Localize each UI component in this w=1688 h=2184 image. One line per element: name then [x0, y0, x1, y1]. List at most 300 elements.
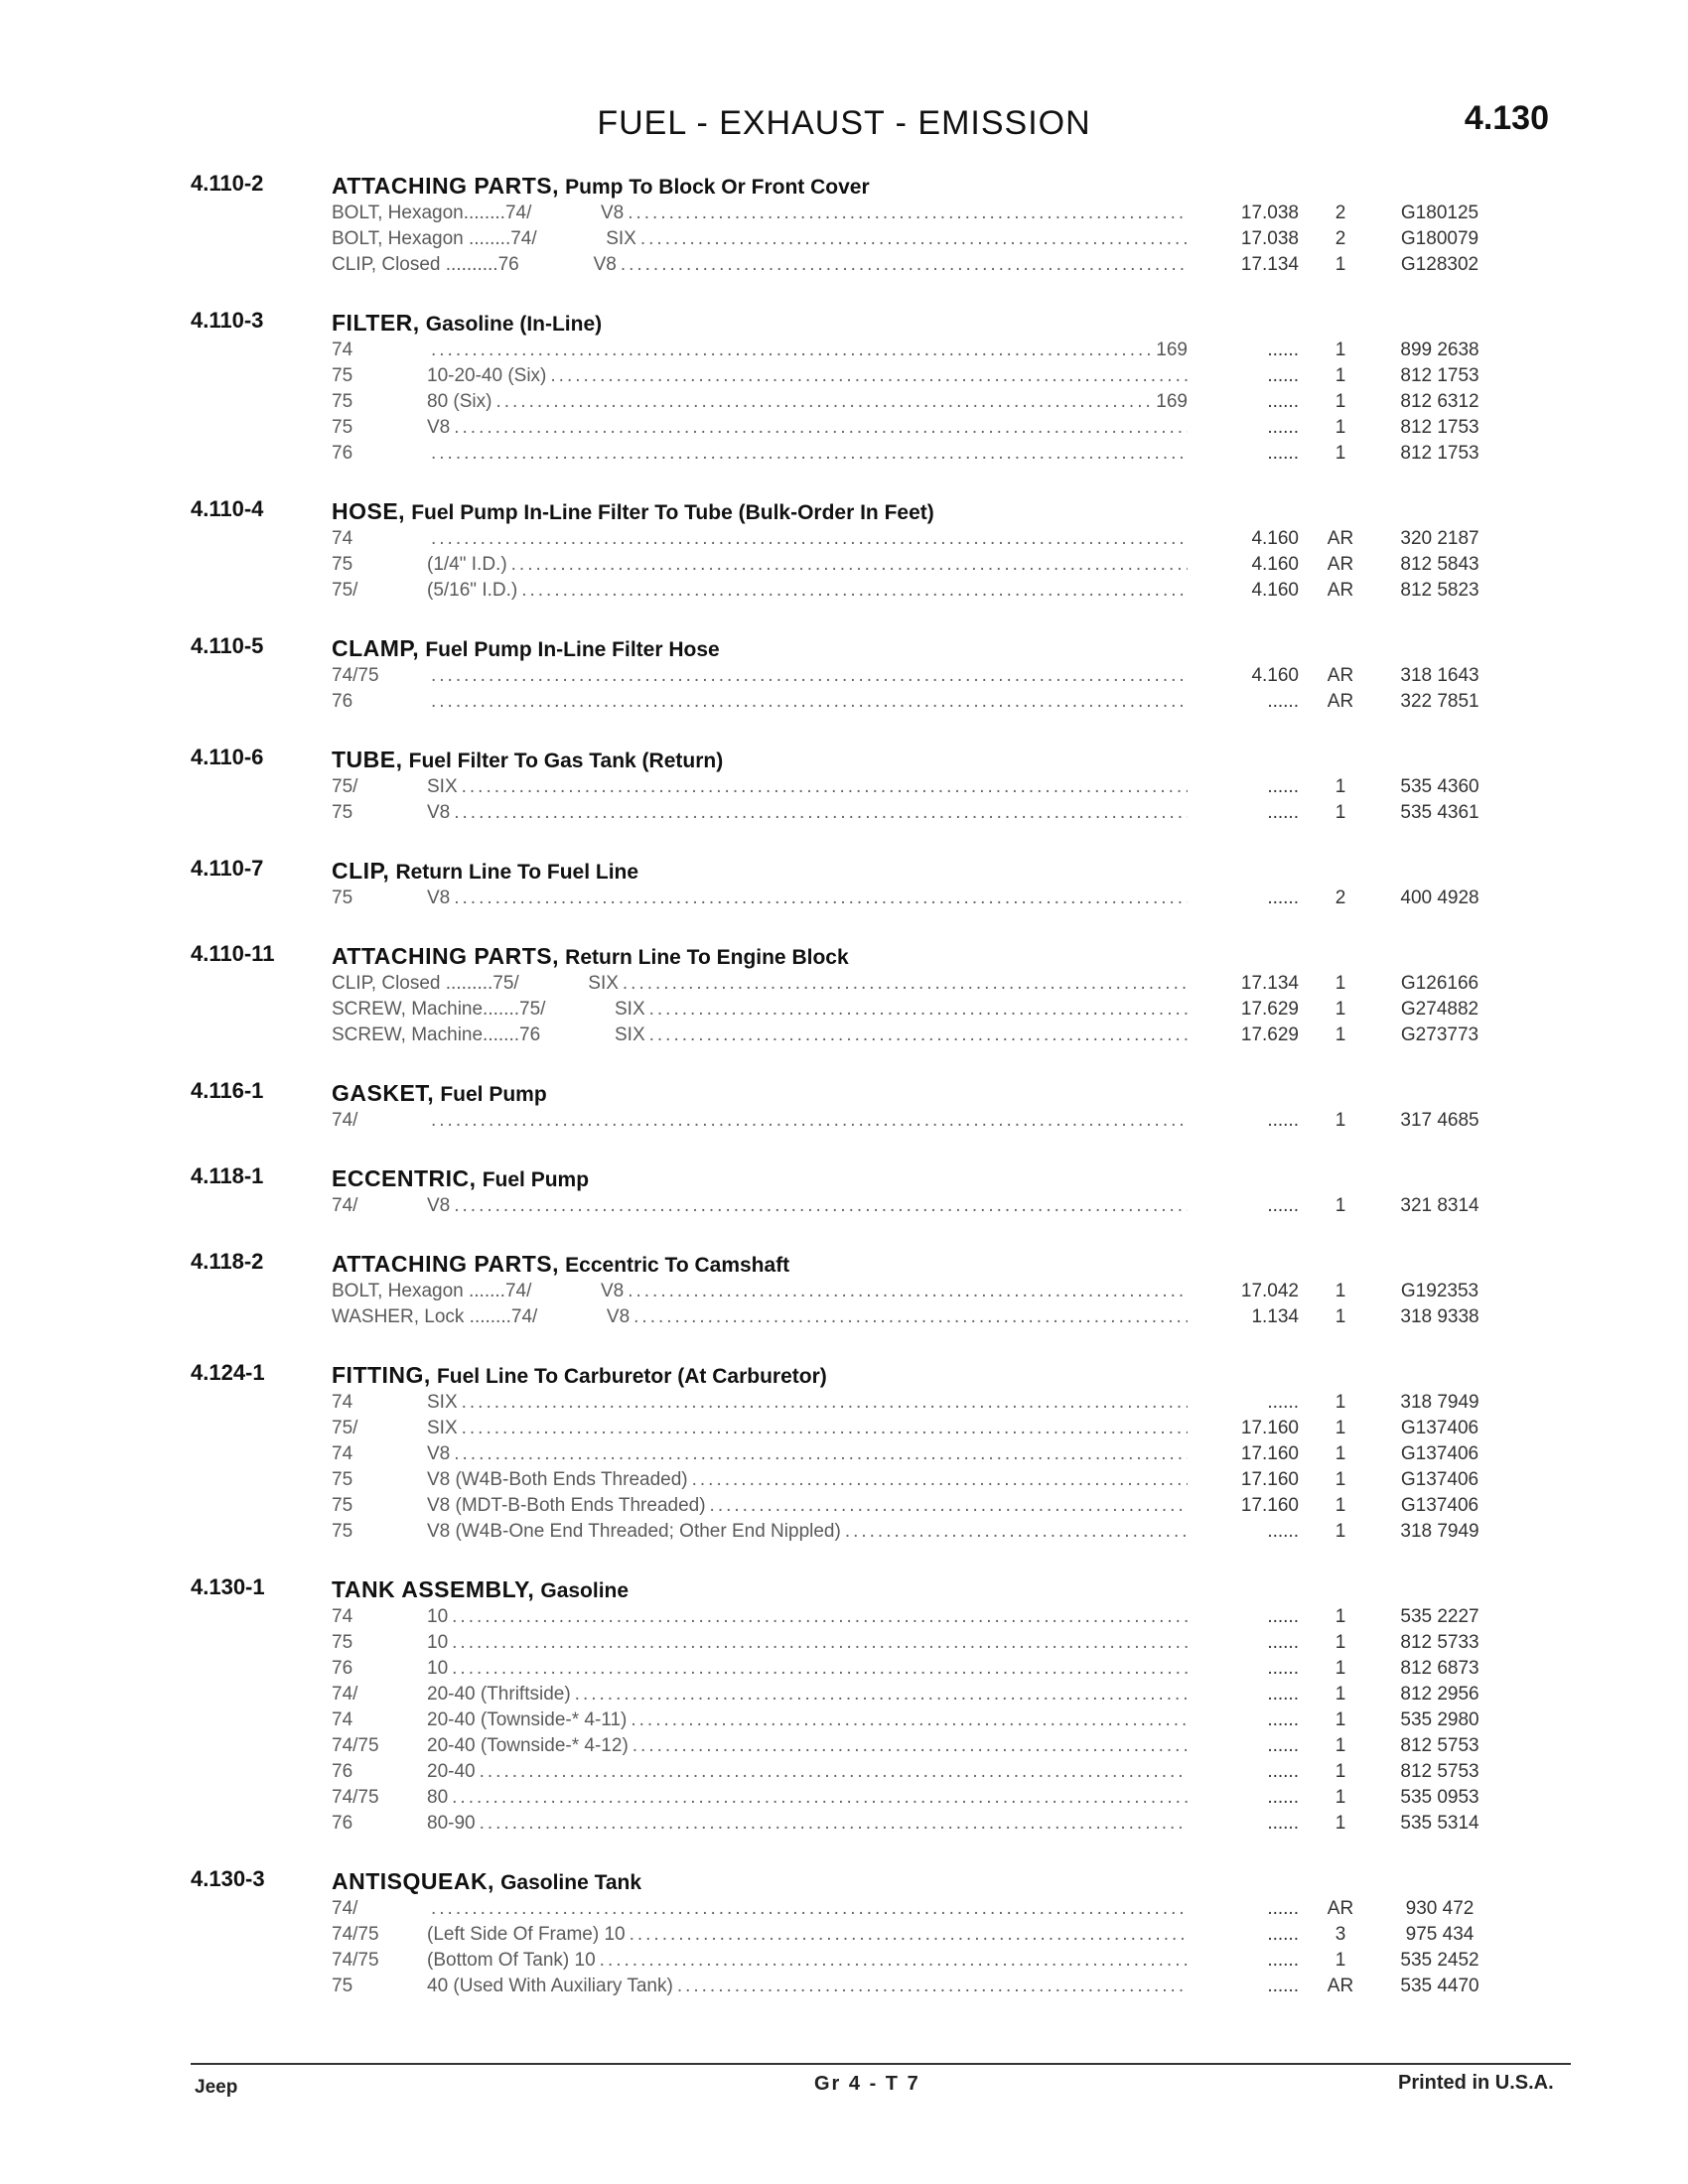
part-row [0, 800, 1688, 826]
reference-number: ...... [1267, 1632, 1299, 1653]
row-description [332, 802, 1188, 824]
part-row [0, 1467, 1688, 1493]
row-description [332, 228, 1188, 250]
row-col1: 76 [332, 1813, 353, 1834]
reference-number: 17.160 [1240, 1469, 1299, 1490]
part-row [0, 1416, 1688, 1441]
row-col2: (5/16" I.D.) [427, 580, 518, 601]
row-label [332, 1495, 706, 1517]
part-row [0, 578, 1688, 604]
row-col1: 74 [332, 1606, 353, 1627]
row-col2: V8 [427, 1443, 451, 1464]
row-label [332, 1110, 427, 1132]
row-description [332, 1976, 1188, 1997]
reference-number: ...... [1267, 1110, 1299, 1131]
row-label [332, 999, 645, 1021]
part-row [0, 1733, 1688, 1759]
parts-list [0, 171, 1688, 2029]
dot-leader [623, 973, 1188, 995]
part-number: G180079 [1400, 228, 1479, 249]
row-col1: 75 [332, 391, 353, 412]
part-row [0, 1390, 1688, 1416]
row-col2: (Left Side Of Frame) 10 [427, 1924, 626, 1945]
part-row [0, 1630, 1688, 1656]
row-col1: 74/ [332, 1195, 358, 1216]
row-col2: 20-40 (Townside-* 4-11) [427, 1709, 628, 1730]
row-col2: 10 [427, 1632, 449, 1653]
row-col1: BOLT, Hexagon........ [332, 203, 505, 223]
part-name: GASKET, [332, 1080, 435, 1106]
row-label [332, 1709, 627, 1731]
reference-number: ...... [1267, 691, 1299, 712]
row-description [332, 1950, 1188, 1972]
row-description [332, 691, 1188, 713]
row-col1: 75 [332, 554, 353, 575]
dot-leader [462, 776, 1188, 798]
dot-leader [431, 1898, 1188, 1920]
row-description [332, 391, 1188, 413]
parts-section [0, 496, 1688, 604]
row-description [332, 1392, 1188, 1414]
row-description [332, 1924, 1188, 1946]
row-label [332, 665, 427, 687]
reference-number: 17.629 [1240, 999, 1299, 1020]
row-description [332, 1658, 1188, 1680]
row-col1: 75 [332, 1976, 353, 1996]
reference-number: 17.042 [1240, 1281, 1299, 1301]
part-number: 812 1753 [1400, 365, 1479, 386]
part-number: 318 1643 [1400, 665, 1479, 686]
part-row [0, 389, 1688, 415]
reference-number: 17.038 [1240, 228, 1299, 249]
row-col1: 74/75 [332, 665, 379, 686]
row-col1: 74 [332, 1392, 353, 1413]
row-col1: 74/75 [332, 1924, 379, 1945]
row-label [332, 1469, 688, 1491]
quantity: 2 [1335, 228, 1346, 249]
dot-leader [649, 1024, 1188, 1046]
part-row [0, 1493, 1688, 1519]
quantity: 1 [1335, 802, 1346, 823]
row-col2: 20-40 [427, 1761, 476, 1782]
reference-number: ...... [1267, 1813, 1299, 1834]
dot-leader [633, 1306, 1188, 1328]
part-number: 812 1753 [1400, 443, 1479, 464]
quantity: 1 [1335, 1761, 1346, 1782]
part-description: Return Line To Fuel Line [395, 861, 639, 884]
row-col1: BOLT, Hexagon ........ [332, 228, 511, 249]
row-col1: 76 [332, 443, 353, 464]
row-col1: BOLT, Hexagon ....... [332, 1281, 505, 1301]
section-heading [332, 1163, 1688, 1193]
quantity: AR [1327, 580, 1354, 601]
section-number: 4.118-1 [191, 1163, 264, 1188]
row-col2: 10 [427, 1606, 449, 1627]
quantity: 1 [1335, 391, 1346, 412]
row-label [332, 1761, 476, 1783]
row-col2: V8 [427, 1195, 451, 1216]
quantity: 1 [1335, 443, 1346, 464]
row-description [332, 528, 1188, 550]
quantity: AR [1327, 528, 1354, 549]
part-row [0, 1707, 1688, 1733]
part-row [0, 1896, 1688, 1922]
section-number: 4.110-3 [191, 308, 264, 333]
row-label [332, 340, 427, 361]
row-col1: 74 [332, 1443, 353, 1464]
quantity: 1 [1335, 1787, 1346, 1808]
section-heading [332, 1249, 1688, 1279]
row-label [332, 1813, 476, 1835]
dot-leader [550, 365, 1188, 387]
footer-group-code: Gr 4 - T 7 [814, 2073, 920, 2095]
row-col1: 76 [332, 1658, 353, 1679]
row-col2: 74/ [510, 1306, 538, 1327]
part-row [0, 971, 1688, 997]
part-number: 320 2187 [1400, 528, 1479, 549]
row-label [332, 1735, 629, 1757]
part-row [0, 1785, 1688, 1811]
row-label [332, 776, 458, 798]
part-number: 321 8314 [1400, 1195, 1479, 1216]
section-number: 4.110-4 [191, 496, 264, 521]
part-row [0, 441, 1688, 467]
reference-number: ...... [1267, 1735, 1299, 1756]
row-description [332, 443, 1188, 465]
row-label [332, 1024, 645, 1046]
reference-number: ...... [1267, 391, 1299, 412]
part-number: 812 5843 [1400, 554, 1479, 575]
row-label [332, 1195, 450, 1217]
page-number: 4.130 [1464, 99, 1549, 137]
row-label [332, 691, 427, 713]
row-description [332, 1684, 1188, 1706]
parts-section [0, 1866, 1688, 1999]
row-col2: 40 (Used With Auxiliary Tank) [427, 1976, 673, 1996]
row-col1: 75/ [332, 776, 358, 797]
quantity: 1 [1335, 1632, 1346, 1653]
part-number: 812 1753 [1400, 417, 1479, 438]
quantity: 1 [1335, 1195, 1346, 1216]
row-description [332, 973, 1188, 995]
reference-number: ...... [1267, 1684, 1299, 1705]
row-description [332, 665, 1188, 687]
quantity: 2 [1335, 203, 1346, 223]
row-label [332, 1898, 427, 1920]
footer-brand: Jeep [195, 2077, 238, 2098]
row-label [332, 802, 450, 824]
part-row [0, 1023, 1688, 1048]
row-col1: 75 [332, 417, 353, 438]
section-number: 4.124-1 [191, 1360, 265, 1385]
part-row [0, 1604, 1688, 1630]
row-col2: 75/ [519, 999, 546, 1020]
reference-number: 4.160 [1251, 665, 1299, 686]
part-name: CLIP, [332, 858, 390, 884]
quantity: 1 [1335, 1950, 1346, 1971]
quantity: 1 [1335, 1110, 1346, 1131]
row-label [332, 1443, 450, 1465]
row-description [332, 1495, 1188, 1517]
reference-number: 4.160 [1251, 554, 1299, 575]
quantity: 2 [1335, 887, 1346, 908]
quantity: 1 [1335, 1495, 1346, 1516]
dot-leader [621, 254, 1188, 276]
part-name: HOSE, [332, 498, 406, 524]
dot-leader [600, 1950, 1188, 1972]
part-number: G192353 [1400, 1281, 1479, 1301]
row-col1: 74 [332, 1709, 353, 1730]
row-col1: 75 [332, 802, 353, 823]
row-label [332, 1632, 448, 1654]
part-row [0, 1948, 1688, 1974]
row-col2: SIX [427, 776, 458, 797]
reference-number: ...... [1267, 365, 1299, 386]
part-row [0, 774, 1688, 800]
reference-number: ...... [1267, 1392, 1299, 1413]
reference-number: 17.134 [1240, 254, 1299, 275]
row-col3: SIX [606, 228, 636, 249]
quantity: 1 [1335, 776, 1346, 797]
section-number: 4.110-5 [191, 633, 264, 658]
reference-number: ...... [1267, 443, 1299, 464]
row-label [332, 1658, 448, 1680]
row-label [332, 973, 619, 995]
part-number: 975 434 [1405, 1924, 1475, 1945]
dot-leader [431, 528, 1188, 550]
part-number: 812 6312 [1400, 391, 1479, 412]
quantity: 1 [1335, 1306, 1346, 1327]
reference-number: ...... [1267, 340, 1299, 360]
part-row [0, 526, 1688, 552]
row-col1: 74/75 [332, 1950, 379, 1971]
row-col1: 75 [332, 1632, 353, 1653]
row-description [332, 1281, 1188, 1302]
part-row [0, 1519, 1688, 1545]
row-label [332, 228, 636, 250]
part-row [0, 1304, 1688, 1330]
row-label [332, 1684, 571, 1706]
quantity: 1 [1335, 999, 1346, 1020]
part-number: 535 4361 [1400, 802, 1479, 823]
row-label [332, 391, 492, 413]
part-name: ATTACHING PARTS, [332, 1251, 560, 1277]
reference-number: 4.160 [1251, 528, 1299, 549]
part-number: 812 5753 [1400, 1735, 1479, 1756]
dot-leader [521, 580, 1188, 602]
parts-section [0, 1078, 1688, 1134]
row-col3: V8 [593, 254, 617, 275]
part-name: CLAMP, [332, 635, 420, 661]
dot-leader [480, 1761, 1188, 1783]
row-col2: 74/ [510, 228, 537, 249]
part-row [0, 1759, 1688, 1785]
row-description [332, 776, 1188, 798]
part-description: Fuel Pump [482, 1168, 590, 1191]
page-title: FUEL - EXHAUST - EMISSION [597, 104, 1091, 142]
part-description: Gasoline Tank [500, 1871, 642, 1894]
reference-number: ...... [1267, 1976, 1299, 1996]
part-number: G128302 [1400, 254, 1479, 275]
quantity: 1 [1335, 1735, 1346, 1756]
row-description [332, 1443, 1188, 1465]
dot-leader [640, 228, 1188, 250]
reference-number: 1.134 [1251, 1306, 1299, 1327]
row-col1: 74 [332, 528, 353, 549]
row-description [332, 1469, 1188, 1491]
row-col1: 75 [332, 887, 353, 908]
quantity: 1 [1335, 1813, 1346, 1834]
part-description: Eccentric To Camshaft [565, 1254, 790, 1277]
dot-leader [431, 1110, 1188, 1132]
part-number: 535 0953 [1400, 1787, 1479, 1808]
part-row [0, 689, 1688, 715]
row-col2: 76 [519, 1024, 541, 1045]
row-col3: V8 [600, 203, 625, 223]
row-col1: 74 [332, 340, 353, 360]
parts-section [0, 1163, 1688, 1219]
row-description [332, 999, 1188, 1021]
reference-number: ...... [1267, 1950, 1299, 1971]
row-col3: SIX [615, 999, 645, 1020]
reference-number: ...... [1267, 887, 1299, 908]
row-col2: SIX [427, 1392, 458, 1413]
part-number: G180125 [1400, 203, 1479, 223]
part-number: 317 4685 [1400, 1110, 1479, 1131]
row-col1: SCREW, Machine....... [332, 999, 519, 1020]
part-number: 930 472 [1405, 1898, 1475, 1919]
dot-leader [692, 1469, 1188, 1491]
row-col3: V8 [606, 1306, 631, 1327]
row-description [332, 1418, 1188, 1439]
part-row [0, 226, 1688, 252]
section-number: 4.110-2 [191, 171, 264, 196]
row-col1: 76 [332, 691, 353, 712]
row-description [332, 254, 1188, 276]
dot-leader [628, 1281, 1188, 1302]
parts-section [0, 1360, 1688, 1545]
part-number: G273773 [1400, 1024, 1479, 1045]
row-col3: V8 [600, 1281, 625, 1301]
row-label [332, 203, 624, 224]
quantity: 1 [1335, 365, 1346, 386]
part-description: Pump To Block Or Front Cover [565, 176, 870, 199]
reference-number: ...... [1267, 1761, 1299, 1782]
part-number: G126166 [1400, 973, 1479, 994]
part-number: 318 9338 [1400, 1306, 1479, 1327]
section-number: 4.130-1 [191, 1574, 265, 1599]
row-col2: SIX [427, 1418, 458, 1438]
dot-leader [452, 1787, 1188, 1809]
part-number: 318 7949 [1400, 1392, 1479, 1413]
dot-leader [495, 391, 1150, 413]
row-description [332, 1606, 1188, 1628]
quantity: 1 [1335, 1418, 1346, 1438]
parts-section [0, 308, 1688, 467]
row-col2: V8 (W4B-One End Threaded; Other End Nippled) [427, 1521, 841, 1542]
dot-leader [452, 1658, 1188, 1680]
section-number: 4.110-6 [191, 745, 264, 769]
row-tail-ref: 169 [1156, 391, 1188, 412]
reference-number: 17.160 [1240, 1418, 1299, 1438]
part-number: G137406 [1400, 1469, 1479, 1490]
section-number: 4.110-11 [191, 941, 275, 966]
section-number: 4.118-2 [191, 1249, 264, 1274]
row-label [332, 1392, 458, 1414]
row-description [332, 1195, 1188, 1217]
part-row [0, 201, 1688, 226]
reference-number: 17.134 [1240, 973, 1299, 994]
part-number: 812 5823 [1400, 580, 1479, 601]
row-description [332, 203, 1188, 224]
part-name: FITTING, [332, 1362, 431, 1388]
part-row [0, 1974, 1688, 1999]
row-label [332, 1306, 630, 1328]
reference-number: ...... [1267, 1924, 1299, 1945]
part-number: 535 2227 [1400, 1606, 1479, 1627]
row-label [332, 1950, 596, 1972]
dot-leader [454, 887, 1188, 909]
dot-leader [511, 554, 1188, 576]
part-number: 400 4928 [1400, 887, 1479, 908]
row-col1: WASHER, Lock ........ [332, 1306, 511, 1327]
part-row [0, 363, 1688, 389]
part-number: G137406 [1400, 1443, 1479, 1464]
part-number: G137406 [1400, 1495, 1479, 1516]
part-name: ANTISQUEAK, [332, 1868, 494, 1894]
row-description [332, 1632, 1188, 1654]
part-row [0, 552, 1688, 578]
row-col2: 80 (Six) [427, 391, 492, 412]
quantity: 1 [1335, 1024, 1346, 1045]
quantity: 1 [1335, 1684, 1346, 1705]
part-name: TANK ASSEMBLY, [332, 1576, 535, 1602]
part-number: 322 7851 [1400, 691, 1479, 712]
row-col2: 20-40 (Townside-* 4-12) [427, 1735, 629, 1756]
reference-number: 17.038 [1240, 203, 1299, 223]
dot-leader [710, 1495, 1188, 1517]
row-description [332, 417, 1188, 439]
row-col1: 74/ [332, 1110, 358, 1131]
parts-section [0, 633, 1688, 715]
dot-leader [431, 443, 1188, 465]
row-col2: 74/ [504, 203, 532, 223]
row-description [332, 1761, 1188, 1783]
part-number: G274882 [1400, 999, 1479, 1020]
row-col3: SIX [588, 973, 619, 994]
row-col1: 75 [332, 1469, 353, 1490]
part-row [0, 1193, 1688, 1219]
row-col2: 10-20-40 (Six) [427, 365, 547, 386]
row-col1: 74/ [332, 1684, 358, 1705]
row-description [332, 580, 1188, 602]
row-description [332, 340, 1188, 361]
row-description [332, 1306, 1188, 1328]
row-col2: (Bottom Of Tank) 10 [427, 1950, 596, 1971]
dot-leader [633, 1735, 1188, 1757]
part-row [0, 1682, 1688, 1707]
reference-number: ...... [1267, 802, 1299, 823]
quantity: 1 [1335, 973, 1346, 994]
section-heading [332, 171, 1688, 201]
part-number: 812 2956 [1400, 1684, 1479, 1705]
row-col1: SCREW, Machine....... [332, 1024, 519, 1045]
part-row [0, 886, 1688, 911]
section-heading [332, 856, 1688, 886]
parts-section [0, 941, 1688, 1048]
dot-leader [628, 203, 1188, 224]
section-number: 4.130-3 [191, 1866, 265, 1891]
